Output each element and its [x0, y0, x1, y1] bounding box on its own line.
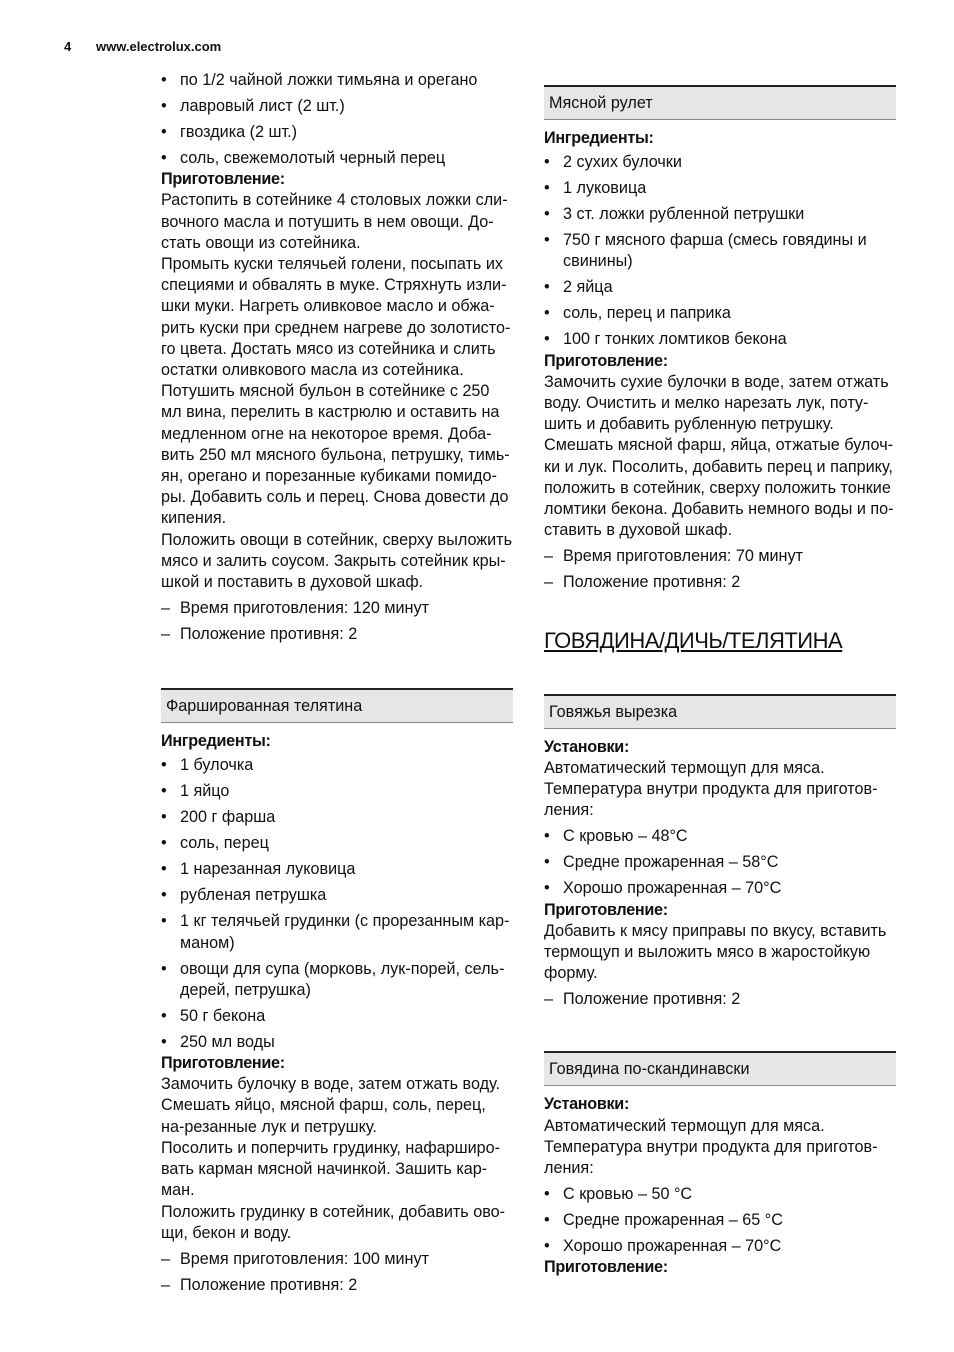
recipe-title-box: [161, 688, 513, 723]
shelf-position: – Положение противня: 2: [161, 1275, 513, 1296]
recipe-title-box: [544, 694, 896, 729]
prep-paragraph: Потушить мясной бульон в сотейнике с 250 мл вина, перелить в кастрюлю и оставить на медленном огне на некоторое время. Доба-вить 250 мл мясного бульона, петрушку, тимь-ян, орегано и порезанные кубиками помидо-ры. Добавить соль и перец. Снова довести до кипения.: [161, 382, 510, 528]
shelf-position: – Положение противня: 2: [544, 572, 896, 593]
ingredients-label: Ингредиенты:: [544, 129, 654, 147]
notes-list: [544, 546, 896, 593]
right-column: [544, 85, 896, 1279]
list-item: • соль, перец и паприка: [544, 303, 896, 324]
list-item: • 1 булочка: [161, 755, 513, 776]
prep-paragraph: Положить грудинку в сотейник, добавить ово-щи, бекон и воду.: [161, 1202, 506, 1242]
list-item: • 2 яйца: [544, 277, 896, 298]
list-item: • С кровью – 48°C: [544, 826, 896, 847]
ingredients-list: [161, 755, 513, 1053]
list-item: • рубленая петрушка: [161, 885, 513, 906]
notes-list: [161, 598, 513, 645]
ingredients-label: Ингредиенты:: [161, 732, 271, 751]
preparation-label: Приготовление:: [544, 900, 668, 919]
prep-paragraph: Посолить и поперчить грудинку, нафарширо-вать карман мясной начинкой. Зашить кар-ман.: [161, 1138, 501, 1200]
notes-list: [544, 989, 896, 1010]
recipe-title-box: [544, 85, 896, 120]
list-item: • 1 нарезанная луковица: [161, 859, 513, 880]
list-item: • 50 г бекона: [161, 1006, 513, 1027]
page-header: [64, 39, 221, 54]
site-url: www.electrolux.com: [96, 39, 222, 54]
left-column: [161, 70, 513, 1301]
settings-text: Автоматический термощуп для мяса.: [544, 1116, 825, 1135]
list-item: • Хорошо прожаренная – 70°C: [544, 878, 896, 899]
settings-label: Установки:: [544, 1095, 630, 1114]
prep-paragraph: Замочить булочку в воде, затем отжать воду. Смешать яйцо, мясной фарш, соль, перец, на-резанные лук и петрушку.: [161, 1075, 501, 1136]
prep-paragraph: Замочить сухие булочки в воде, затем отжать воду. Очистить и мелко нарезать лук, поту-шить и добавить рубленную петрушку.: [544, 372, 889, 434]
recipe-title: Говяжья вырезка: [549, 702, 678, 721]
notes-list: [161, 1249, 513, 1296]
list-item: • 1 кг телячьей грудинки (с прорезанным кар-маном): [161, 911, 513, 953]
cooking-time: – Время приготовления: 120 минут: [161, 598, 513, 619]
list-item: • 750 г мясного фарша (смесь говядины и свинины): [544, 230, 896, 272]
list-item: • соль, свежемолотый черный перец: [161, 148, 513, 169]
preparation-label: Приготовление:: [544, 1258, 668, 1277]
settings-text: Автоматический термощуп для мяса.: [544, 758, 825, 777]
recipe-title-box: [544, 1051, 896, 1086]
list-item: • 250 мл воды: [161, 1032, 513, 1053]
ingredients-list: [544, 152, 896, 350]
preparation-label: Приготовление:: [544, 351, 668, 370]
prep-paragraph: Смешать мясной фарш, яйца, отжатые булоч-ки и лук. Посолить, добавить перец и паприку, положить в сотейник, сверху положить тонкие ломтики бекона. Добавить немного воды и по-ставить в духовой шкаф.: [544, 436, 894, 540]
list-item: • С кровью – 50 °C: [544, 1184, 896, 1205]
page-number: 4: [64, 39, 72, 54]
list-item: • соль, перец: [161, 833, 513, 854]
list-item: • 3 ст. ложки рубленной петрушки: [544, 204, 896, 225]
prep-paragraph: Растопить в сотейнике 4 столовых ложки сли-вочного масла и потушить в нем овощи. До-стать овощи из сотейника.: [161, 191, 508, 252]
list-item: • по 1/2 чайной ложки тимьяна и орегано: [161, 70, 513, 91]
list-item: • Средне прожаренная – 58°C: [544, 852, 896, 873]
temperature-text: Температура внутри продукта для приготов-ления:: [544, 780, 878, 820]
list-item: • гвоздика (2 шт.): [161, 122, 513, 143]
prep-paragraph: Положить овощи в сотейник, сверху выложить мясо и залить соусом. Закрыть сотейник кры-шкой и поставить в духовой шкаф.: [161, 530, 513, 592]
list-item: • 1 луковица: [544, 178, 896, 199]
cooking-time: – Время приготовления: 70 минут: [544, 546, 896, 567]
recipe-title: Говядина по-скандинавски: [549, 1060, 750, 1079]
list-item: • Средне прожаренная – 65 °C: [544, 1210, 896, 1231]
preparation-label: Приготовление:: [161, 170, 285, 189]
cooking-time: – Время приготовления: 100 минут: [161, 1249, 513, 1270]
shelf-position: – Положение противня: 2: [161, 624, 513, 645]
shelf-position: – Положение противня: 2: [544, 989, 896, 1010]
list-item: • Хорошо прожаренная – 70°C: [544, 1236, 896, 1257]
settings-label: Установки:: [544, 737, 630, 756]
doneness-list: [544, 826, 896, 899]
intro-ingredients-list: [161, 70, 513, 169]
list-item: • овощи для супа (морковь, лук-порей, сель-дерей, петрушка): [161, 959, 513, 1001]
recipe-title: Мясной рулет: [549, 94, 653, 112]
list-item: • 1 яйцо: [161, 781, 513, 802]
list-item: • 2 сухих булочки: [544, 152, 896, 173]
recipe-title: Фаршированная телятина: [166, 697, 363, 716]
doneness-list: [544, 1184, 896, 1257]
prep-paragraph: Промыть куски телячьей голени, посыпать их специями и обвалять в муке. Стряхнуть изли-шки муки. Нагреть оливковое масло и обжа-рить куски при среднем нагреве до золотисто-го цвета. Достать мясо из сотейника и слить остатки оливкового масла из сотейника.: [161, 255, 511, 380]
prep-paragraph: Добавить к мясу приправы по вкусу, вставить термощуп и выложить мясо в жаростойкую форму.: [544, 921, 887, 983]
list-item: • 100 г тонких ломтиков бекона: [544, 329, 896, 350]
list-item: • 200 г фарша: [161, 807, 513, 828]
section-title: ГОВЯДИНА/ДИЧЬ/ТЕЛЯТИНА: [544, 627, 843, 653]
preparation-label: Приготовление:: [161, 1054, 285, 1073]
list-item: • лавровый лист (2 шт.): [161, 96, 513, 117]
temperature-text: Температура внутри продукта для приготов-ления:: [544, 1137, 878, 1178]
